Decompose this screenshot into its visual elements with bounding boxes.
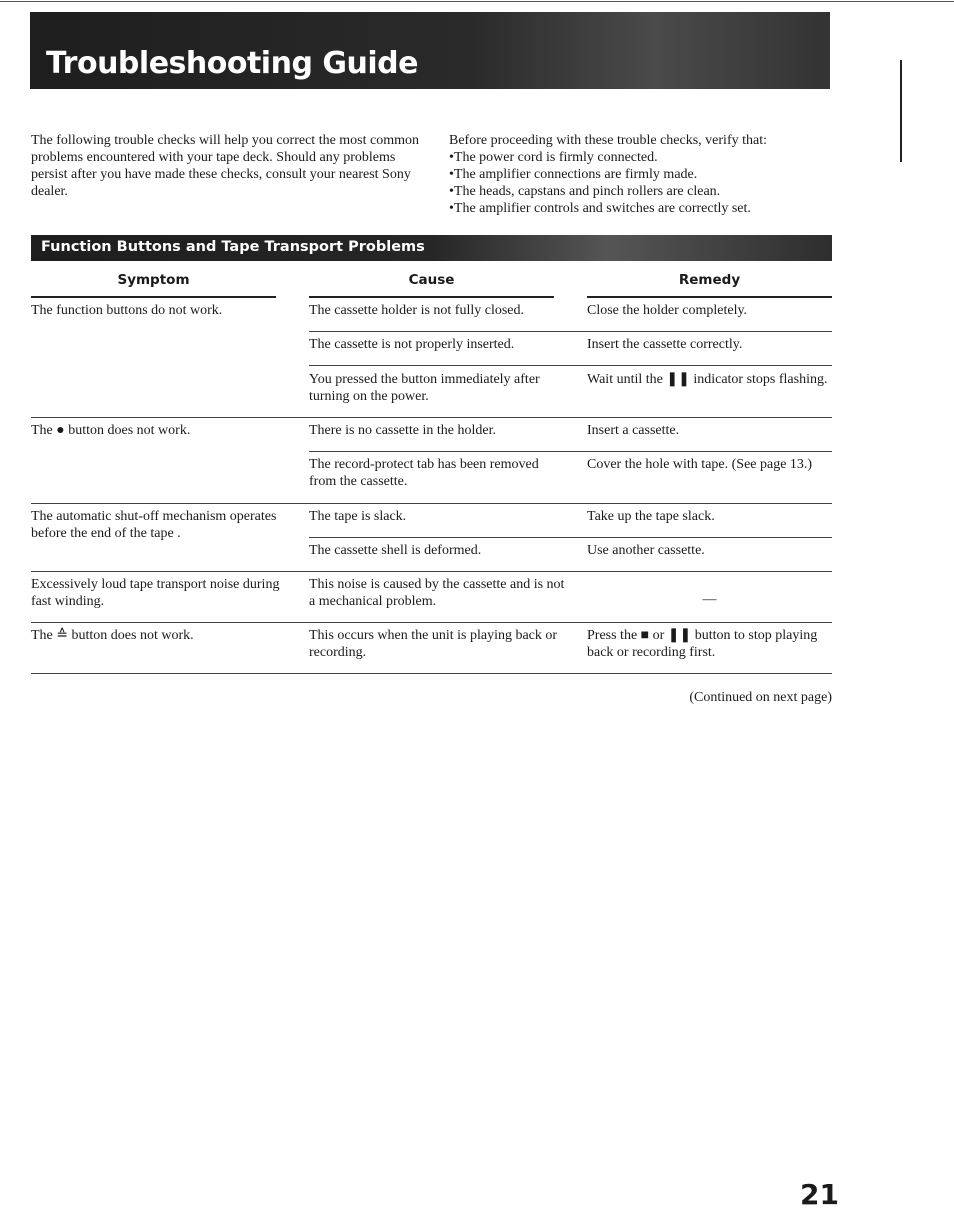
cause-cell: The cassette shell is deformed. [309,543,482,558]
checklist-item: • The amplifier connections are firmly made. [449,166,849,183]
column-header-cause: Cause [408,272,455,288]
page-title: Troubleshooting Guide [46,46,418,81]
intro-left [31,132,421,200]
cause-cell: The record-protect tab has been removed from the cassette. [309,457,539,489]
symptom-cell: The automatic shut-off mechanism operates before the end of the tape . [31,509,277,541]
table-bottom-rule [31,673,832,674]
cause-cell: The tape is slack. [309,509,407,524]
page-number: 21 [800,1178,839,1211]
cause-cell: There is no cassette in the holder. [309,423,496,438]
section-title: Function Buttons and Tape Transport Problems [41,239,425,255]
checklist [449,149,849,217]
cause-cell: This noise is caused by the cassette and is not a mechanical problem. [309,577,565,609]
group-divider [31,503,832,504]
remedy-cell: Take up the tape slack. [587,509,715,524]
header-rule [587,296,832,298]
checklist-item: • The power cord is firmly connected. [449,149,849,166]
section-banner [31,235,832,261]
symptom-cell: The function buttons do not work. [31,303,223,318]
intro-right [449,132,849,217]
header-rule [309,296,554,298]
remedy-cell: Press the ■ or ❚❚ button to stop playing back or recording first. [587,628,818,660]
group-divider [31,571,832,572]
remedy-cell: Insert the cassette correctly. [587,337,743,352]
checklist-item: • The amplifier controls and switches are correctly set. [449,200,849,217]
intro-lead: Before proceeding with these trouble checks, verify that: [449,133,767,148]
symptom-cell: The ● button does not work. [31,423,191,438]
row-divider [309,331,832,332]
margin-bar [900,60,902,162]
cause-cell: This occurs when the unit is playing back or recording. [309,628,558,660]
header-rule [31,296,276,298]
group-divider [31,622,832,623]
checklist-item: • The heads, capstans and pinch rollers are clean. [449,183,849,200]
remedy-cell: — [702,592,717,607]
symptom-cell: The ≙ button does not work. [31,628,194,643]
cause-cell: The cassette is not properly inserted. [309,337,515,352]
column-header-remedy: Remedy [678,272,741,288]
column-header-symptom: Symptom [117,272,190,288]
row-divider [309,537,832,538]
group-divider [31,417,832,418]
remedy-cell: Insert a cassette. [587,423,680,438]
symptom-cell: Excessively loud tape transport noise during fast winding. [31,577,280,609]
row-divider [309,451,832,452]
cause-cell: You pressed the button immediately after turning on the power. [309,372,540,404]
remedy-cell: Wait until the ❚❚ indicator stops flashing. [587,372,828,387]
title-banner [30,12,830,89]
cause-cell: The cassette holder is not fully closed. [309,303,524,318]
remedy-cell: Use another cassette. [587,543,705,558]
intro-paragraph: The following trouble checks will help you correct the most common problems encountered with your tape deck. Should any problems persist after you have made these checks, consult your nearest Sony dealer. [31,133,420,199]
remedy-cell: Cover the hole with tape. (See page 13.) [587,457,813,472]
row-divider [309,365,832,366]
top-rule [0,1,954,2]
remedy-cell: Close the holder completely. [587,303,748,318]
continued-note: (Continued on next page) [689,690,832,705]
